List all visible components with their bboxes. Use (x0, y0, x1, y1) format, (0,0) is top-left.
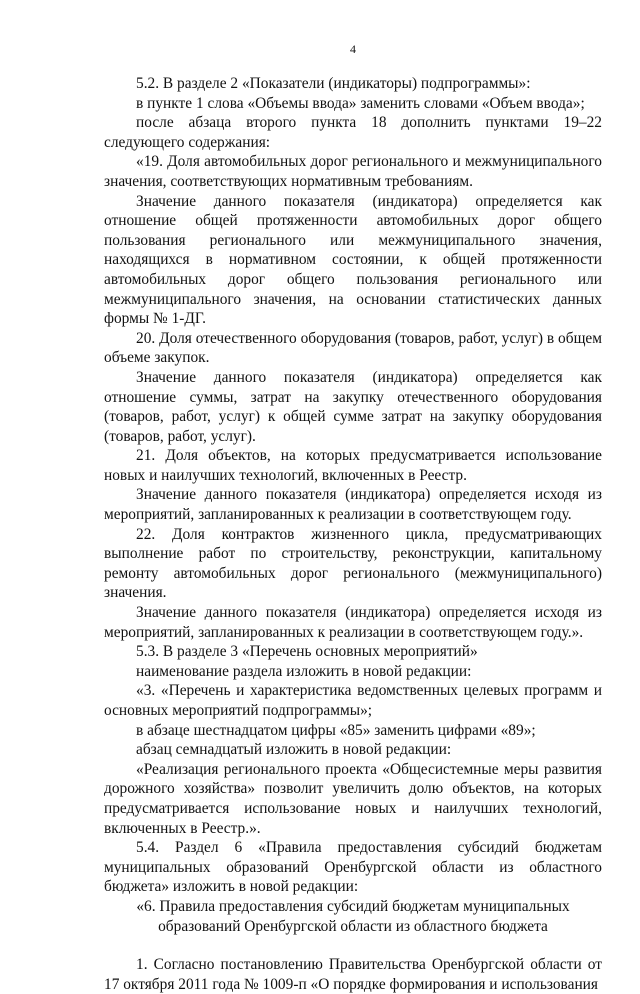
document-body (104, 74, 602, 994)
paragraph-5-2-heading: 5.2. В разделе 2 «Показатели (индикаторы) подпрограммы»: (136, 75, 531, 92)
paragraph-item-19: «19. Доля автомобильных дорог регионального и межмуниципального значения, соответствующих нормативным требованиям. (104, 153, 602, 190)
paragraph-5-3-heading: 5.3. В разделе 3 «Перечень основных мероприятий» (136, 643, 478, 661)
paragraph-item-21: 21. Доля объектов, на которых предусматривается использование новых и наилучших технологий, включенных в Реестр. (104, 447, 602, 484)
paragraph: Значение данного показателя (индикатора) определяется как отношение общей протяженности автомобильных дорог общего пользования регионального или межмуниципального значения, находящихся в нормативном состоянии, к общей протяженности автомобильных дорог общего пользования регионального или межмуниципального значения, на основании статистических данных формы № 1-ДГ. (104, 192, 602, 328)
paragraph-5-4-heading: 5.4. Раздел 6 «Правила предоставления субсидий бюджетам муниципальных образований Оренбургской области из областного бюджета» изложить в новой редакции: (104, 839, 602, 896)
paragraph: после абзаца второго пункта 18 дополнить пунктами 19–22 следующего содержания: (104, 114, 602, 151)
paragraph: наименование раздела изложить в новой редакции: (136, 662, 472, 680)
paragraph: Значение данного показателя (индикатора) определяется исходя из мероприятий, запланированных к реализации в соответствующем году. (104, 486, 602, 524)
paragraph: «Реализация регионального проекта «Общесистемные меры развития дорожного хозяйства» позволит увеличить долю объектов, на которых предусматривается использование новых и наилучших технологий, включенных в Реестр.». (104, 760, 602, 837)
section-6-title: «6. Правила предоставления субсидий бюджетам муниципальных образований Оренбургской области из областного бюджета (136, 897, 570, 935)
paragraph-item-20: 20. Доля отечественного оборудования (товаров, работ, услуг) в общем объеме закупок. (104, 329, 602, 367)
paragraph-item-1: 1. Согласно постановлению Правительства Оренбургской области от 17 октября 2011 года № 1009-п «О порядке формирования и использования (104, 956, 602, 993)
paragraph: абзац семнадцатый изложить в новой редакции: (136, 741, 452, 759)
paragraph: Значение данного показателя (индикатора) определяется как отношение суммы, затрат на закупку отечественного оборудования (товаров, работ, услуг) к общей сумме затрат на закупку оборудования (товаров, работ, услуг). (104, 368, 602, 445)
paragraph: «3. «Перечень и характеристика ведомственных целевых программ и основных мероприятий подпрограммы»; (104, 682, 602, 719)
paragraph: в абзаце шестнадцатом цифры «85» заменить цифрами «89»; (136, 721, 536, 739)
paragraph-item-22: 22. Доля контрактов жизненного цикла, предусматривающих выполнение работ по строительству, реконструкции, капитальному ремонту автомобильных дорог регионального (межмуниципального) значения. (104, 525, 602, 602)
page-number: 4 (350, 42, 356, 56)
paragraph: Значение данного показателя (индикатора) определяется исходя из мероприятий, запланированных к реализации в соответствующем году.». (104, 604, 602, 641)
paragraph: в пункте 1 слова «Объемы ввода» заменить словами «Объем ввода»; (136, 94, 585, 112)
